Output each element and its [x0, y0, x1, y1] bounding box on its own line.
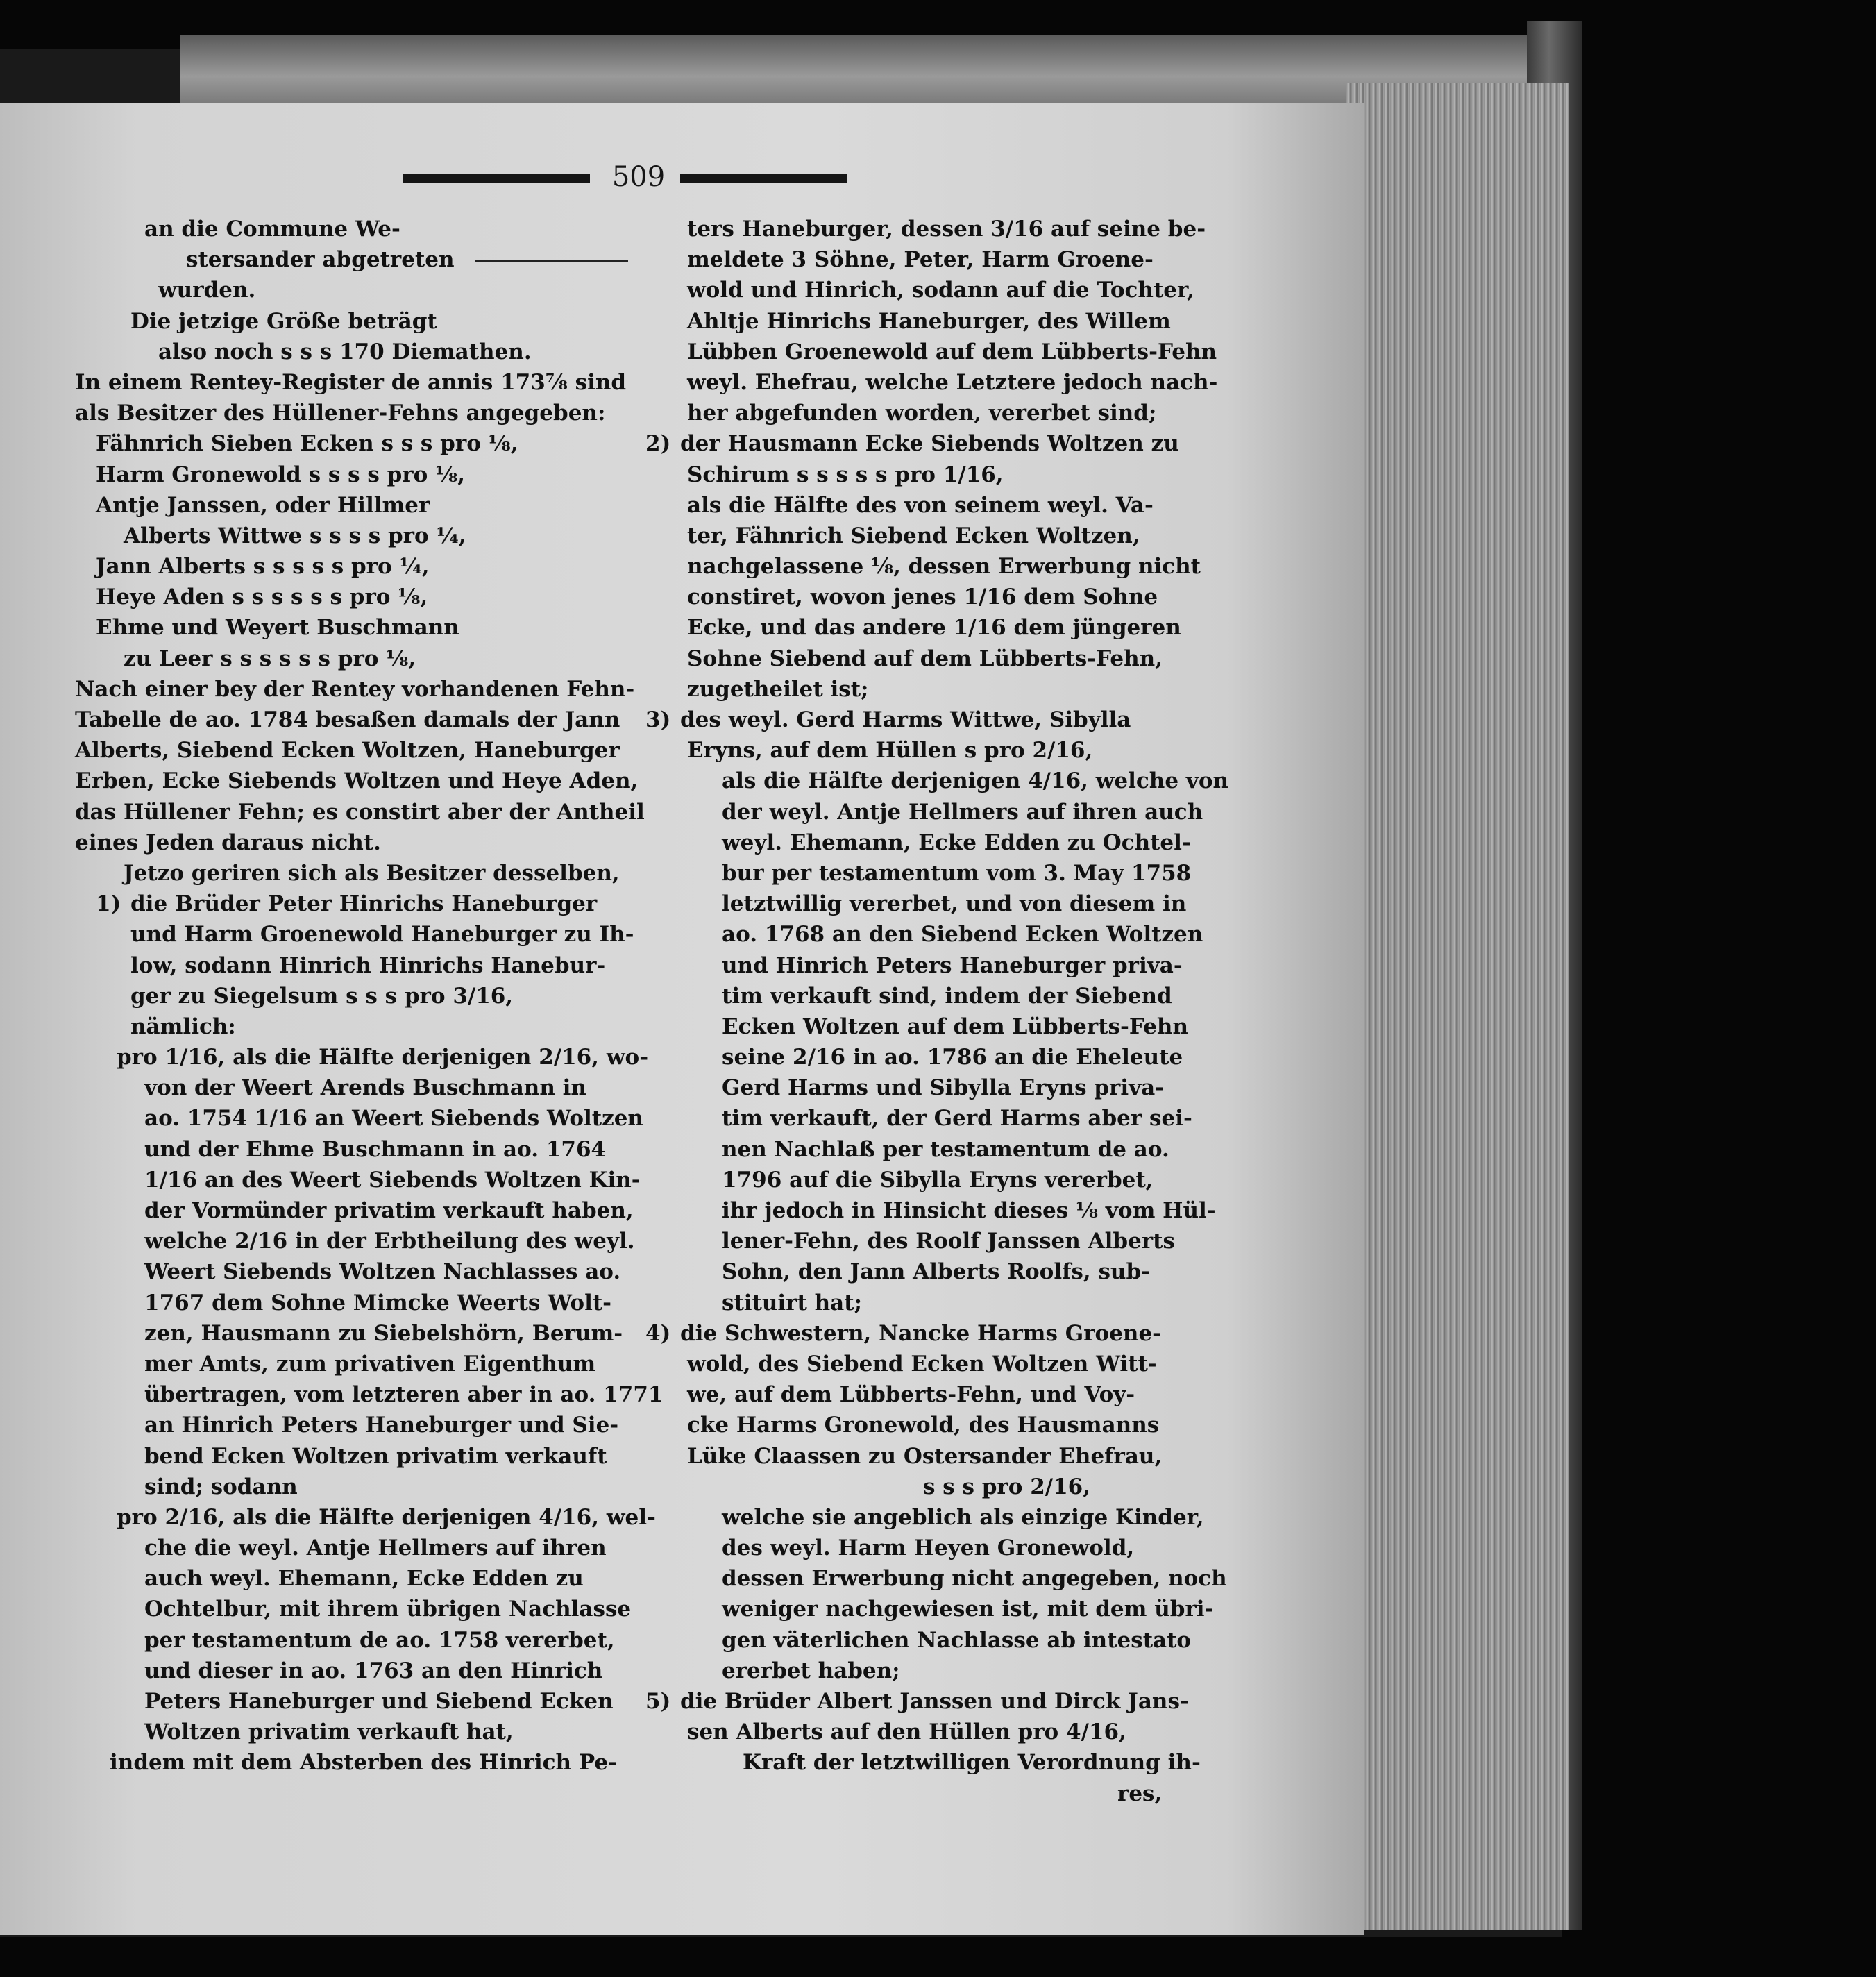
text-line — [645, 919, 1222, 950]
line-text: der weyl. Antje Hellmers auf ihren auch — [722, 799, 1203, 825]
line-text: che die weyl. Antje Hellmers auf ihren — [144, 1536, 607, 1561]
line-text: ao. 1754 1/16 an Weert Siebends Woltzen — [144, 1106, 643, 1131]
line-text: wold, des Siebend Ecken Woltzen Witt- — [687, 1351, 1157, 1377]
text-line — [645, 1318, 1222, 1349]
line-text: stersander abgetreten — [186, 247, 455, 273]
line-text: 1767 dem Sohne Mimcke Weerts Wolt- — [144, 1290, 612, 1315]
line-text: als die Hälfte des von seinem weyl. Va- — [687, 492, 1154, 518]
text-line — [645, 214, 1222, 244]
text-line — [75, 1134, 607, 1165]
text-line — [75, 1563, 589, 1594]
text-line — [645, 1195, 1222, 1226]
page-number: 509 — [611, 161, 666, 193]
text-line — [75, 1533, 607, 1563]
text-line — [75, 1379, 664, 1410]
line-text: Peters Haneburger und Siebend Ecken — [144, 1689, 614, 1714]
text-line — [75, 521, 589, 551]
text-line — [645, 1072, 1222, 1103]
line-text: lener-Fehn, des Roolf Janssen Alberts — [722, 1229, 1175, 1254]
line-text: als die Hälfte derjenigen 4/16, welche von — [722, 768, 1229, 794]
text-line — [645, 428, 1222, 459]
line-text: 1796 auf die Sibylla Eryns vererbet, — [722, 1167, 1154, 1193]
line-text: zugetheilet ist; — [687, 676, 869, 702]
text-line — [75, 306, 589, 337]
line-text: ter, Fähnrich Siebend Ecken Woltzen, — [687, 523, 1140, 548]
line-text: Die jetzige Größe beträgt — [130, 308, 437, 334]
text-line — [645, 521, 1222, 551]
text-line — [645, 551, 1222, 582]
line-text: an die Commune We- — [144, 217, 400, 242]
text-line — [645, 1379, 1222, 1410]
text-line — [75, 1165, 641, 1195]
line-text: weyl. Ehemann, Ecke Edden zu Ochtel- — [722, 830, 1191, 855]
line-text: der Hausmann Ecke Siebends Woltzen zu — [680, 431, 1179, 457]
text-line — [75, 1656, 603, 1686]
text-line — [645, 643, 1222, 674]
line-text: ihr jedoch in Hinsicht dieses ⅛ vom Hül- — [722, 1198, 1216, 1223]
text-line — [75, 1103, 643, 1134]
page-block-edges — [1346, 83, 1569, 1930]
line-text: we, auf dem Lübberts-Fehn, und Voy- — [687, 1382, 1135, 1408]
line-text: tim verkauft sind, indem der Siebend — [722, 983, 1172, 1009]
line-text: stituirt hat; — [722, 1290, 863, 1315]
text-line — [645, 981, 1222, 1011]
line-text: Alberts, Siebend Ecken Woltzen, Haneburger — [75, 738, 620, 764]
text-line — [645, 1472, 1222, 1502]
text-line — [645, 244, 1222, 275]
line-text: Sohn, den Jann Alberts Roolfs, sub- — [722, 1259, 1151, 1285]
text-line — [645, 889, 1222, 919]
text-line — [75, 1011, 589, 1042]
text-line — [645, 1349, 1222, 1379]
list-number: 4) — [645, 1320, 671, 1346]
line-text: die Brüder Peter Hinrichs Haneburger — [130, 891, 598, 917]
line-text: Woltzen privatim verkauft hat, — [144, 1719, 514, 1745]
line-text: Ehme und Weyert Buschmann — [96, 615, 459, 641]
line-text: Schirum s s s s s pro 1/16, — [687, 462, 1004, 487]
line-text: sind; sodann — [144, 1474, 298, 1499]
line-text: low, sodann Hinrich Hinrichs Hanebur- — [130, 952, 606, 978]
text-line — [75, 214, 589, 244]
line-text: an Hinrich Peters Haneburger und Sie- — [144, 1413, 619, 1438]
line-text: Alberts Wittwe s s s s pro ¼, — [124, 523, 466, 548]
line-text: cke Harms Gronewold, des Hausmanns — [687, 1413, 1160, 1438]
line-text: die Schwestern, Nancke Harms Groene- — [680, 1320, 1162, 1346]
line-text: per testamentum de ao. 1758 vererbet, — [144, 1627, 615, 1653]
text-line — [75, 1072, 589, 1103]
line-text: ters Haneburger, dessen 3/16 auf seine be- — [687, 217, 1206, 242]
line-text: tim verkauft, der Gerd Harms aber sei- — [722, 1106, 1192, 1131]
text-line — [75, 1441, 607, 1472]
text-line — [645, 398, 1222, 428]
text-line — [645, 490, 1222, 521]
text-line — [645, 1256, 1222, 1287]
text-line — [75, 551, 589, 582]
text-line — [75, 705, 620, 735]
line-text: des weyl. Harm Heyen Gronewold, — [722, 1536, 1135, 1561]
text-line — [75, 244, 589, 275]
text-line — [645, 1165, 1222, 1195]
text-line — [645, 735, 1222, 766]
line-text: Heye Aden s s s s s s pro ⅛, — [96, 584, 428, 610]
text-line — [75, 1226, 635, 1256]
line-text: pro 2/16, als die Hälfte derjenigen 4/16, wel- — [117, 1504, 656, 1530]
text-line — [75, 337, 589, 367]
section-divider-line — [475, 260, 628, 262]
line-text: Ahltje Hinrichs Haneburger, des Willem — [687, 308, 1171, 334]
line-text: Ecken Woltzen auf dem Lübberts-Fehn — [722, 1013, 1188, 1039]
text-line — [75, 981, 589, 1011]
line-text: her abgefunden worden, vererbet sind; — [687, 401, 1157, 426]
text-line — [645, 1011, 1222, 1042]
text-line — [75, 1410, 619, 1440]
text-line — [645, 1747, 1222, 1778]
text-line — [75, 1717, 589, 1747]
text-line — [645, 797, 1222, 827]
line-text: Lübben Groenewold auf dem Lübberts-Fehn — [687, 339, 1217, 364]
line-text: sen Alberts auf den Hüllen pro 4/16, — [687, 1719, 1126, 1745]
line-text: und Hinrich Peters Haneburger priva- — [722, 952, 1183, 978]
line-text: nachgelassene ⅛, dessen Erwerbung nicht — [687, 554, 1201, 580]
line-text: eines Jeden daraus nicht. — [75, 830, 381, 855]
line-text: wurden. — [158, 278, 256, 303]
line-text: indem mit dem Absterben des Hinrich Pe- — [110, 1750, 617, 1776]
line-text: dessen Erwerbung nicht angegeben, noch — [722, 1566, 1227, 1592]
text-line — [645, 460, 1222, 490]
line-text: Ecke, und das andere 1/16 dem jüngeren — [687, 615, 1181, 641]
line-text: und dieser in ao. 1763 an den Hinrich — [144, 1658, 603, 1683]
line-text: Fähnrich Sieben Ecken s s s pro ⅛, — [96, 431, 518, 457]
line-text: auch weyl. Ehemann, Ecke Edden zu — [144, 1566, 584, 1592]
list-number: 3) — [645, 707, 671, 732]
line-text: des weyl. Gerd Harms Wittwe, Sibylla — [680, 707, 1131, 732]
line-text: die Brüder Albert Janssen und Dirck Jans- — [680, 1689, 1189, 1714]
text-line — [645, 674, 1222, 705]
line-text: Nach einer bey der Rentey vorhandenen Fehn- — [75, 676, 635, 702]
text-line — [75, 1625, 615, 1656]
line-text: Jann Alberts s s s s s pro ¼, — [96, 554, 430, 580]
line-text: res, — [1117, 1781, 1163, 1806]
text-line — [645, 1563, 1227, 1594]
text-line — [75, 1472, 589, 1502]
line-text: meldete 3 Söhne, Peter, Harm Groene- — [687, 247, 1154, 273]
text-line — [75, 1256, 621, 1287]
text-line — [75, 766, 639, 796]
line-text: Antje Janssen, oder Hillmer — [96, 492, 430, 518]
text-line — [645, 1103, 1222, 1134]
line-text: übertragen, vom letzteren aber in ao. 1771 — [144, 1382, 664, 1408]
line-text: pro 1/16, als die Hälfte derjenigen 2/16, wo- — [117, 1045, 649, 1070]
left-text-column — [75, 214, 664, 1778]
header-rule-left — [403, 174, 590, 183]
line-text: bur per testamentum vom 3. May 1758 — [722, 860, 1192, 886]
text-line — [645, 337, 1222, 367]
text-line — [645, 1226, 1222, 1256]
text-line — [75, 1747, 617, 1778]
line-text: bend Ecken Woltzen privatim verkauft — [144, 1443, 607, 1469]
text-line — [75, 490, 589, 521]
book-top-edge — [180, 35, 1541, 104]
text-line — [75, 827, 589, 858]
line-text: Eryns, auf dem Hüllen s pro 2/16, — [687, 738, 1093, 764]
text-line — [75, 428, 589, 459]
line-text: seine 2/16 in ao. 1786 an die Eheleute — [722, 1045, 1183, 1070]
text-line — [75, 367, 627, 398]
text-line — [75, 735, 620, 766]
text-line — [75, 889, 598, 919]
text-line — [645, 1594, 1222, 1624]
line-text: ererbet haben; — [722, 1658, 900, 1683]
book-page — [0, 103, 1364, 1935]
line-text: Lüke Claassen zu Ostersander Ehefrau, — [687, 1443, 1163, 1469]
text-line — [645, 1134, 1222, 1165]
line-text: mer Amts, zum privativen Eigenthum — [144, 1351, 596, 1377]
text-line — [75, 460, 589, 490]
list-number: 5) — [645, 1689, 671, 1714]
text-line — [75, 643, 589, 674]
line-text: Erben, Ecke Siebends Woltzen und Heye Aden, — [75, 768, 639, 794]
text-line — [75, 1502, 656, 1533]
line-text: nen Nachlaß per testamentum de ao. — [722, 1136, 1169, 1162]
line-text: weniger nachgewiesen ist, mit dem übri- — [722, 1597, 1214, 1622]
text-line — [645, 1656, 1222, 1686]
line-text: 1/16 an des Weert Siebends Woltzen Kin- — [144, 1167, 641, 1193]
text-line — [75, 1195, 634, 1226]
text-line — [75, 1318, 623, 1349]
text-line — [75, 674, 635, 705]
line-text: gen väterlichen Nachlasse ab intestato — [722, 1627, 1192, 1653]
line-text: Kraft der letztwilligen Verordnung ih- — [743, 1750, 1201, 1776]
text-line — [645, 1288, 1222, 1318]
text-line — [75, 797, 645, 827]
line-text: Tabelle de ao. 1784 besaßen damals der Jann — [75, 707, 620, 732]
text-line — [645, 950, 1222, 981]
text-line — [75, 612, 589, 643]
text-line — [75, 1349, 596, 1379]
text-line — [645, 275, 1222, 305]
text-line — [645, 1686, 1222, 1717]
line-text: Sohne Siebend auf dem Lübberts-Fehn, — [687, 646, 1163, 671]
text-line — [645, 827, 1222, 858]
list-number: 1) — [96, 891, 121, 917]
line-text: In einem Rentey-Register de annis 173⅞ sind — [75, 369, 627, 395]
line-text: zu Leer s s s s s s pro ⅛, — [124, 646, 416, 671]
text-line — [75, 1594, 632, 1624]
header-rule-right — [680, 174, 847, 183]
line-text: Ochtelbur, mit ihrem übrigen Nachlasse — [144, 1597, 632, 1622]
text-line — [75, 1686, 614, 1717]
line-text: der Vormünder privatim verkauft haben, — [144, 1198, 634, 1223]
line-text: nämlich: — [130, 1013, 236, 1039]
line-text: welche 2/16 in der Erbtheilung des weyl. — [144, 1229, 635, 1254]
line-text: constiret, wovon jenes 1/16 dem Sohne — [687, 584, 1158, 610]
line-text: ger zu Siegelsum s s s pro 3/16, — [130, 983, 514, 1009]
line-text: welche sie angeblich als einzige Kinder, — [722, 1504, 1204, 1530]
text-line — [645, 1625, 1222, 1656]
line-text: von der Weert Arends Buschmann in — [144, 1075, 586, 1101]
line-text: also noch s s s 170 Diemathen. — [158, 339, 532, 364]
line-text: letztwillig vererbet, und von diesem in — [722, 891, 1187, 917]
line-text: Gerd Harms und Sibylla Eryns priva- — [722, 1075, 1165, 1101]
text-line — [75, 950, 606, 981]
line-text: Weert Siebends Woltzen Nachlasses ao. — [144, 1259, 621, 1285]
line-text: als Besitzer des Hüllener-Fehns angegeben: — [75, 401, 606, 426]
text-line — [645, 1533, 1222, 1563]
text-line — [645, 582, 1222, 612]
text-line — [75, 398, 606, 428]
line-text: Jetzo geriren sich als Besitzer desselben, — [124, 860, 620, 886]
line-text: und Harm Groenewold Haneburger zu Ih- — [130, 922, 634, 948]
text-line — [645, 705, 1222, 735]
text-line — [75, 1288, 612, 1318]
text-line — [645, 612, 1222, 643]
line-text: ao. 1768 an den Siebend Ecken Woltzen — [722, 922, 1203, 948]
line-text: und der Ehme Buschmann in ao. 1764 — [144, 1136, 607, 1162]
text-line — [645, 766, 1229, 796]
text-line — [645, 1778, 1222, 1809]
text-line — [75, 275, 589, 305]
line-text: wold und Hinrich, sodann auf die Tochter, — [687, 278, 1194, 303]
text-line — [645, 1042, 1222, 1072]
page-header — [403, 161, 847, 205]
text-line — [645, 1441, 1222, 1472]
list-number: 2) — [645, 431, 671, 457]
line-text: das Hüllener Fehn; es constirt aber der Antheil — [75, 799, 645, 825]
text-line — [75, 919, 634, 950]
text-line — [75, 1042, 649, 1072]
text-line — [75, 582, 589, 612]
line-text: weyl. Ehefrau, welche Letztere jedoch nach- — [687, 369, 1218, 395]
text-line — [645, 858, 1222, 889]
text-line — [645, 1502, 1222, 1533]
line-text: zen, Hausmann zu Siebelshörn, Berum- — [144, 1320, 623, 1346]
line-text: Harm Gronewold s s s s pro ⅛, — [96, 462, 465, 487]
text-line — [645, 306, 1222, 337]
text-line — [645, 1410, 1222, 1440]
text-line — [75, 858, 620, 889]
text-line — [645, 367, 1222, 398]
right-text-column — [645, 214, 1229, 1809]
line-text: s s s pro 2/16, — [923, 1474, 1091, 1499]
text-line — [645, 1717, 1222, 1747]
